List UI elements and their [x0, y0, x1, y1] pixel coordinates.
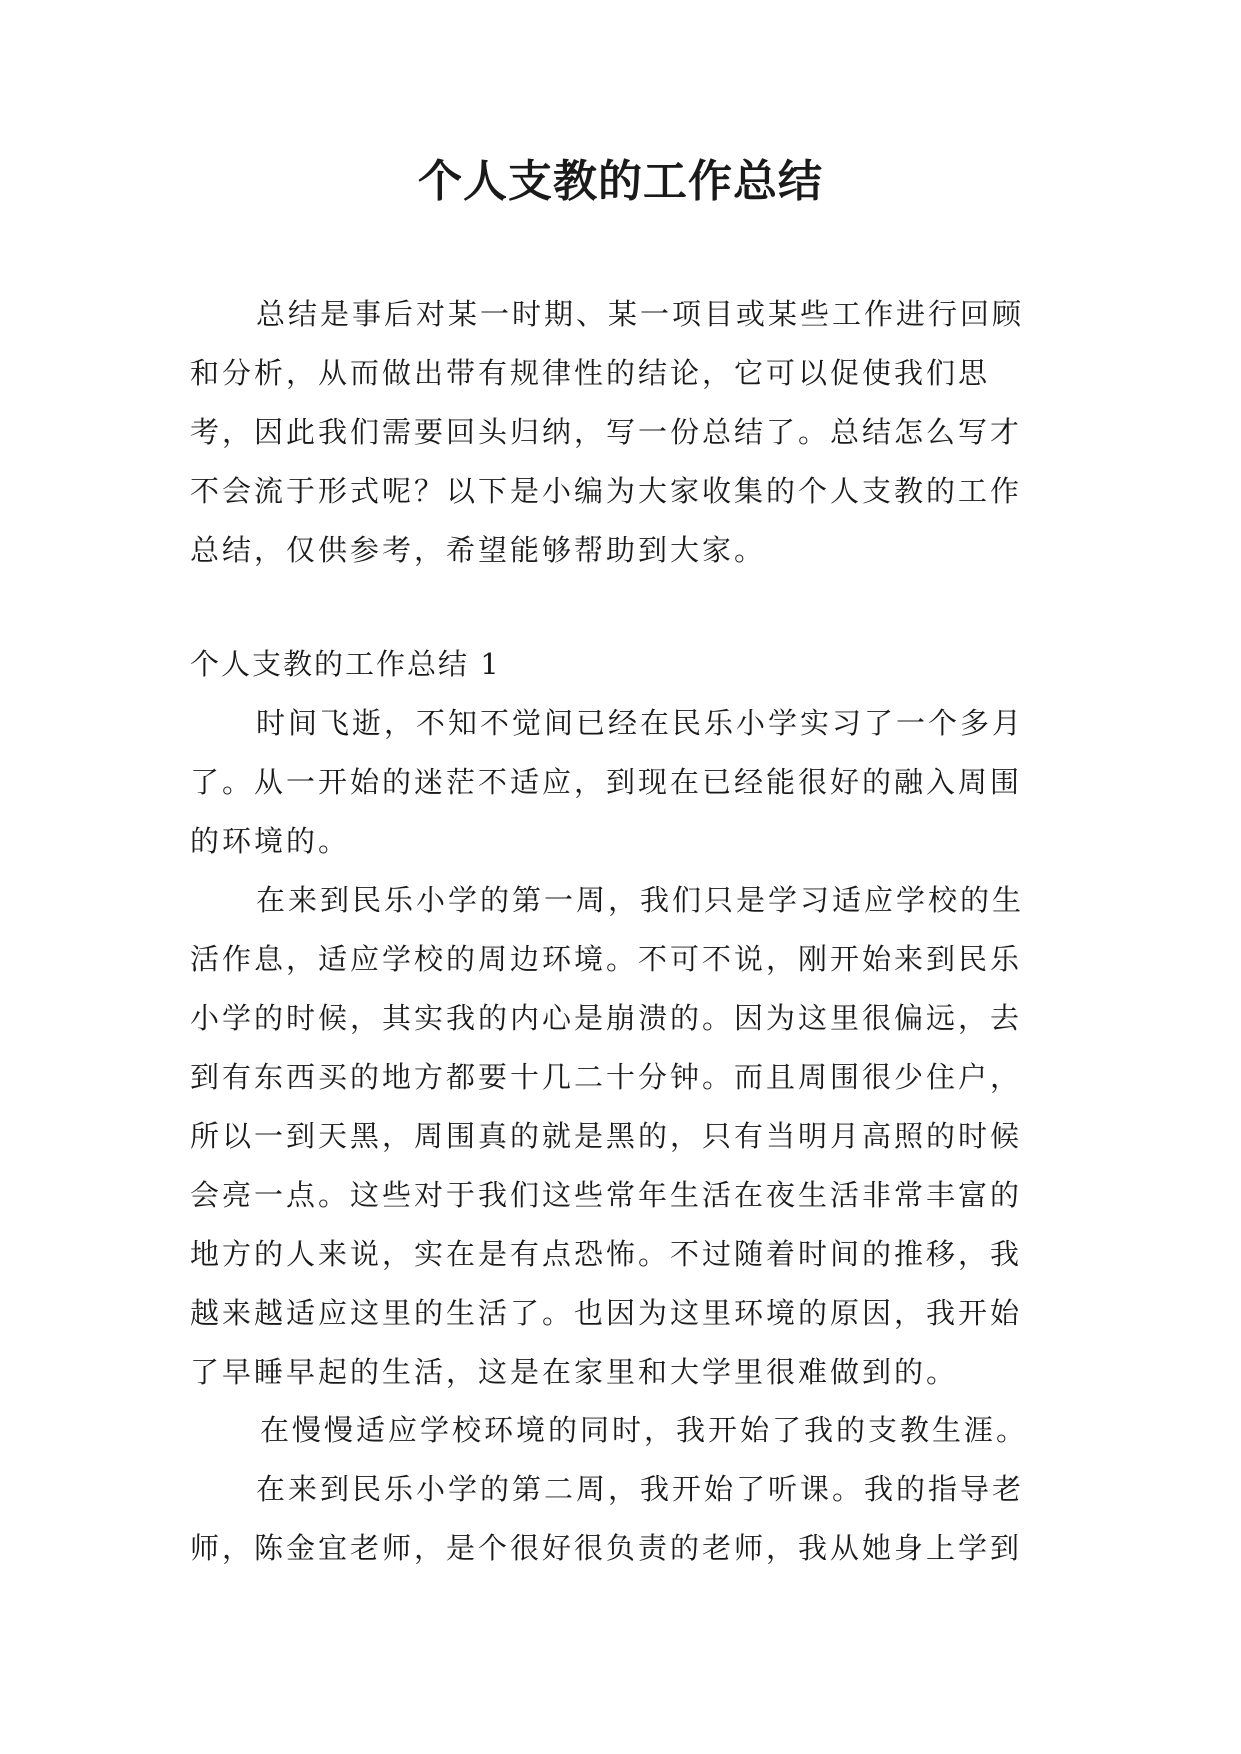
body-paragraph: 在来到民乐小学的第一周，我们只是学习适应学校的生活作息，适应学校的周边环境。不可不说，刚开始来到民乐小学的时候，其实我的内心是崩溃的。因为这里很偏远，去到有东西买的地方都要十几二十分钟。而且周围很少住户，所以一到天黑，周围真的就是黑的，只有当明月高照的时候会亮一点。这些对于我们这些常年生活在夜生活非常丰富的地方的人来说，实在是有点恐怖。不过随着时间的推移，我越来越适应这里的生活了。也因为这里环境的原因，我开始了早睡早起的生活，这是在家里和大学里很难做到的。	[190, 883, 1025, 1389]
document-title: 个人支教的工作总结	[418, 156, 823, 207]
body-paragraph: 在来到民乐小学的第二周，我开始了听课。我的指导老师，陈金宜老师，是个很好很负责的老师，我从她身上学到	[190, 1472, 1025, 1565]
body-paragraph: 时间飞逝，不知不觉间已经在民乐小学实习了一个多月了。从一开始的迷茫不适应，到现在已经能很好的融入周围的环境的。	[190, 706, 1025, 858]
section-heading: 个人支教的工作总结 1	[190, 647, 501, 681]
body-paragraph: 在慢慢适应学校环境的同时，我开始了我的支教生涯。	[260, 1413, 1029, 1447]
intro-paragraph: 总结是事后对某一时期、某一项目或某些工作进行回顾和分析，从而做出带有规律性的结论，它可以促使我们思考，因此我们需要回头归纳，写一份总结了。总结怎么写才不会流于形式呢？以下是小编为大家收集的个人支教的工作总结，仅供参考，希望能够帮助到大家。	[190, 297, 1025, 567]
